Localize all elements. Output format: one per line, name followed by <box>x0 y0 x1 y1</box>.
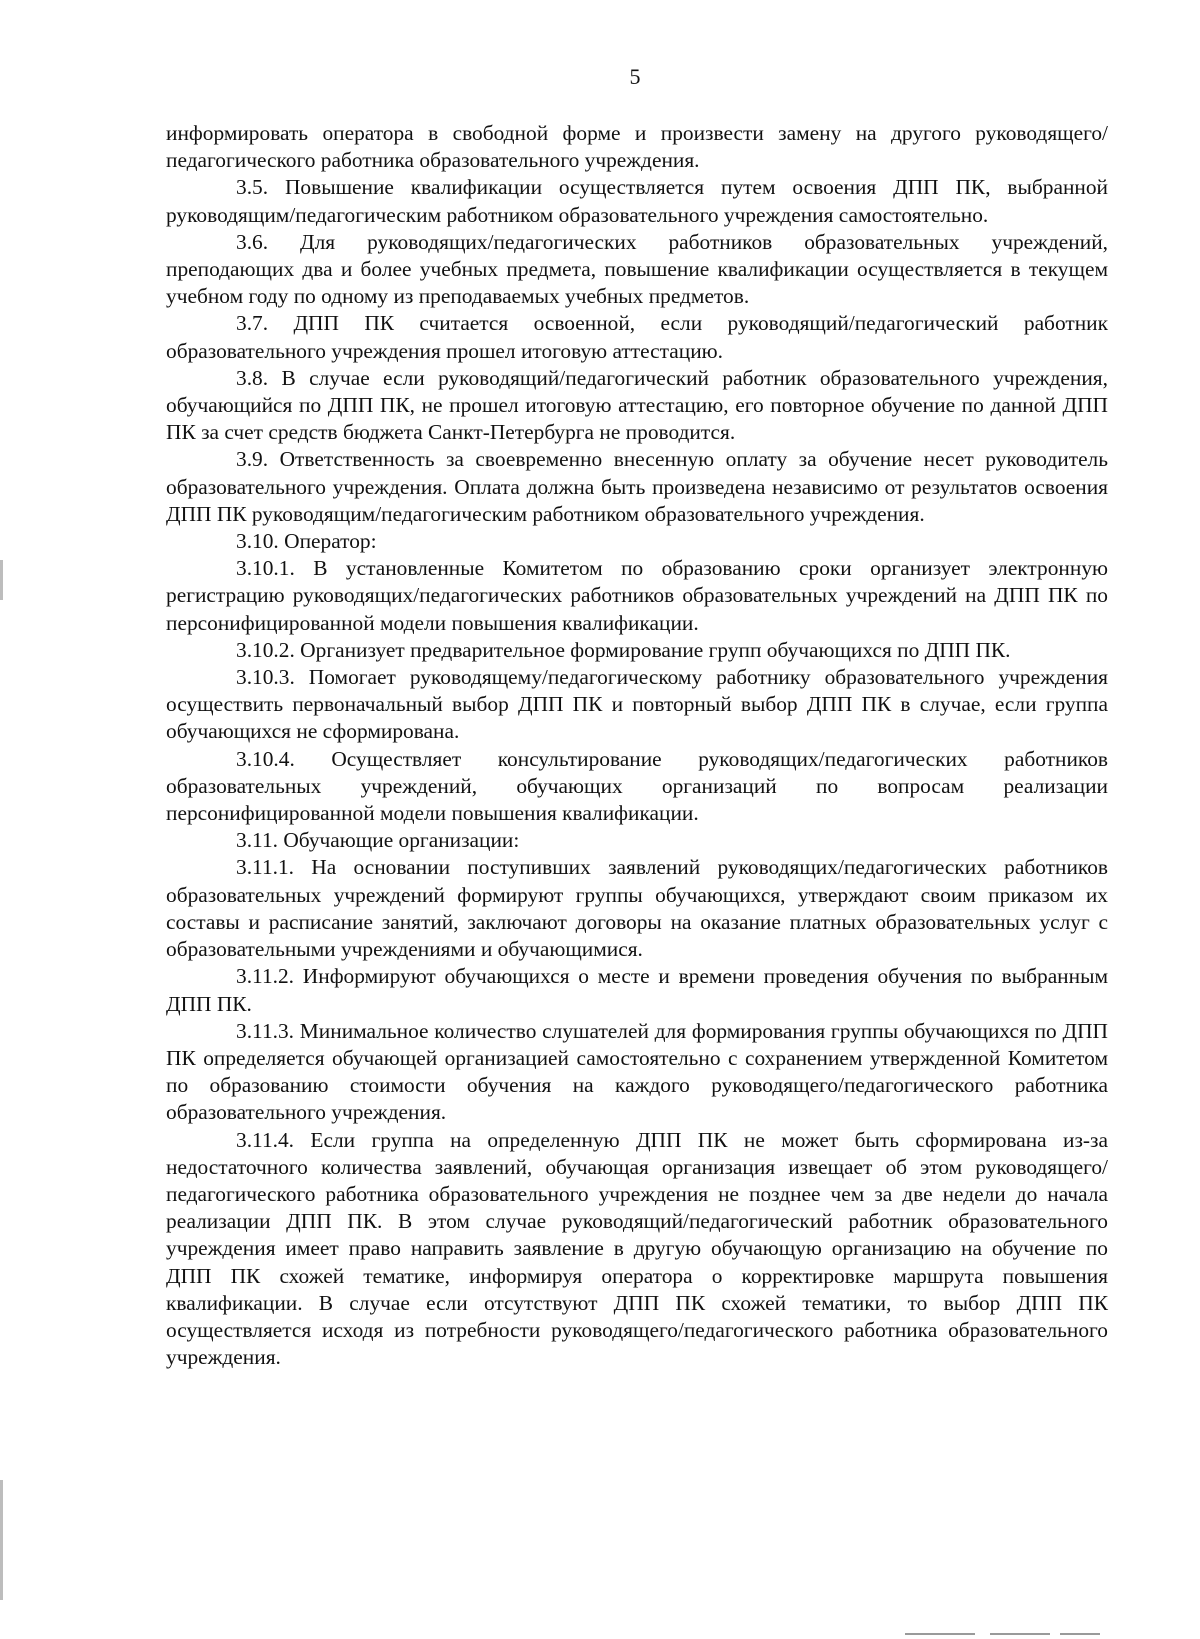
page-number: 5 <box>629 64 641 89</box>
paragraph-3-6: 3.6. Для руководящих/педагогических работников образовательных учреждений, преподающих два и более учебных предмета, повышение квалификации осуществляется в текущем учебном году по одному из преподаваемых учебных предметов. <box>166 229 1108 309</box>
paragraph-3-10-1: 3.10.1. В установленные Комитетом по образованию сроки организует электронную регистрацию руководящих/педагогических работников образовательных учреждений на ДПП ПК по персонифицированной модели повышения квалификации. <box>166 556 1108 635</box>
paragraph-3-10-2: 3.10.2. Организует предварительное формирование групп обучающихся по ДПП ПК. <box>236 637 1011 662</box>
scan-footer-mark <box>1060 1633 1100 1635</box>
paragraph-3-7: 3.7. ДПП ПК считается освоенной, если руководящий/педагогический работник образовательного учреждения прошел итоговую аттестацию. <box>166 311 1108 363</box>
paragraph-3-11-4: 3.11.4. Если группа на определенную ДПП ПК не может быть сформирована из-за недостаточного количества заявлений, обучающая организация извещает об этом руководящего/педагогического работника образовательного учреждения не позднее чем за две недели до начала реализации ДПП ПК. В этом случае руководящий/педагогический работник образовательного учреждения имеет право направить заявление в другую обучающую организацию на обучение по ДПП ПК схожей тематике, информируя оператора о корректировке маршрута повышения квалификации. В случае если отсутствуют ДПП ПК схожей тематики, то выбор ДПП ПК осуществляется исходя из потребности руководящего/педагогического работника образовательного учреждения. <box>166 1127 1108 1370</box>
paragraph-3-10: 3.10. Оператор: <box>236 529 377 554</box>
paragraph-3-5: 3.5. Повышение квалификации осуществляется путем освоения ДПП ПК, выбранной руководящим/педагогическим работником образовательного учреждения самостоятельно. <box>166 175 1108 227</box>
scan-edge-mark <box>0 560 3 600</box>
scan-footer-mark <box>905 1633 975 1635</box>
paragraph-3-11: 3.11. Обучающие организации: <box>236 828 520 853</box>
paragraph-3-10-4: 3.10.4. Осуществляет консультирование руководящих/педагогических работников образовательных учреждений, обучающих организаций по вопросам реализации персонифицированной модели повышения квалификации. <box>166 746 1108 826</box>
paragraph-3-11-2: 3.11.2. Информируют обучающихся о месте и времени проведения обучения по выбранным ДПП ПК. <box>166 964 1108 1016</box>
scan-footer-mark <box>990 1633 1050 1635</box>
document-body <box>166 120 1108 1371</box>
paragraph-3-9: 3.9. Ответственность за своевременно внесенную оплату за обучение несет руководитель образовательного учреждения. Оплата должна быть произведена независимо от результатов освоения ДПП ПК руководящим/педагогическим работником образовательного учреждения. <box>166 447 1108 526</box>
paragraph-3-11-1: 3.11.1. На основании поступивших заявлений руководящих/педагогических работников образовательных учреждений формируют группы обучающихся, утверждают своим приказом их составы и расписание занятий, заключают договоры на оказание платных образовательных услуг с образовательными учреждениями и обучающимися. <box>166 855 1108 962</box>
scan-edge-mark <box>0 1480 3 1600</box>
paragraph-3-10-3: 3.10.3. Помогает руководящему/педагогическому работнику образовательного учреждения осуществить первоначальный выбор ДПП ПК и повторный выбор ДПП ПК в случае, если группа обучающихся не сформирована. <box>166 665 1108 744</box>
paragraph-3-8: 3.8. В случае если руководящий/педагогический работник образовательного учреждения, обучающийся по ДПП ПК, не прошел итоговую аттестацию, его повторное обучение по данной ДПП ПК за счет средств бюджета Санкт-Петербурга не проводится. <box>166 365 1108 445</box>
paragraph-3-11-3: 3.11.3. Минимальное количество слушателей для формирования группы обучающихся по ДПП ПК определяется обучающей организацией самостоятельно с сохранением утвержденной Комитетом по образованию стоимости обучения на каждого руководящего/педагогического работника образовательного учреждения. <box>166 1018 1108 1125</box>
paragraph-continuation: информировать оператора в свободной форме и произвести замену на другого руководящего/педагогического работника образовательного учреждения. <box>166 121 1108 173</box>
